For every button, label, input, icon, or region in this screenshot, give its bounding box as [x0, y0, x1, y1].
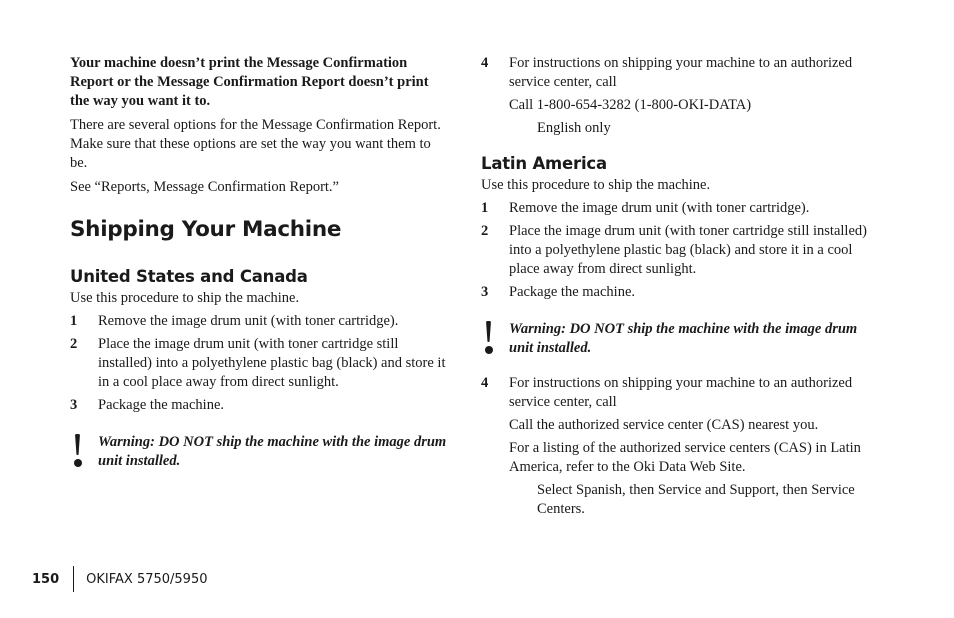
- step-number: 2: [70, 336, 78, 352]
- language-note: English only: [537, 120, 611, 136]
- step-text: Package the machine.: [98, 397, 225, 413]
- step-number: 4: [481, 375, 489, 391]
- see-also-text: See “Reports, Message Confirmation Report.”: [70, 179, 339, 195]
- section-intro: Use this procedure to ship the machine.: [481, 177, 711, 193]
- page-footer: [32, 566, 208, 592]
- step-number: 2: [481, 223, 489, 239]
- warning-callout: [70, 433, 450, 471]
- step-text: For instructions on shipping your machine to an authorized service center, call: [509, 375, 853, 410]
- step-item: [70, 335, 450, 392]
- left-column: [70, 54, 450, 471]
- section-heading-us-canada: United States and Canada: [70, 267, 308, 286]
- step-number: 3: [70, 397, 78, 413]
- step-item: [481, 199, 871, 218]
- step-item: [70, 396, 450, 415]
- footer-divider: [73, 566, 74, 592]
- step-number: 1: [481, 200, 489, 216]
- warning-text: Warning: DO NOT ship the machine with the image drum unit installed.: [509, 321, 858, 356]
- troubleshoot-paragraph: There are several options for the Message Confirmation Report. Make sure that these options are set the way you want them to be.: [70, 117, 441, 171]
- step-number: 1: [70, 313, 78, 329]
- page-title: Shipping Your Machine: [70, 217, 342, 242]
- step-text: For instructions on shipping your machine to an authorized service center, call: [509, 55, 853, 90]
- step-item: [70, 312, 450, 331]
- exclamation-icon: [70, 433, 98, 471]
- step-item: [481, 54, 871, 92]
- step-item: [481, 283, 871, 302]
- exclamation-icon: [481, 320, 509, 358]
- step-text: Place the image drum unit (with toner cartridge still installed) into a polyethylene plastic bag (black) and store it in a cool place away from direct sunlight.: [98, 336, 446, 390]
- select-instructions: Select Spanish, then Service and Support, then Service Centers.: [537, 482, 855, 517]
- section-heading-latin-america: Latin America: [481, 154, 607, 173]
- call-cas-text: Call the authorized service center (CAS) nearest you.: [509, 417, 819, 433]
- step-text: Place the image drum unit (with toner cartridge still installed) into a polyethylene plastic bag (black) and store it in a cool place away from direct sunlight.: [509, 223, 867, 277]
- step-text: Package the machine.: [509, 284, 636, 300]
- step-text: Remove the image drum unit (with toner cartridge).: [98, 313, 399, 329]
- warning-callout: [481, 320, 871, 358]
- phone-number-text: Call 1-800-654-3282 (1-800-OKI-DATA): [509, 97, 752, 113]
- page-number: 150: [32, 571, 60, 587]
- warning-text: Warning: DO NOT ship the machine with the image drum unit installed.: [98, 434, 447, 469]
- troubleshoot-heading: Your machine doesn’t print the Message Confirmation Report or the Message Confirmation Report doesn’t print the way you want it to.: [70, 55, 429, 109]
- right-column: [481, 54, 871, 519]
- step-number: 3: [481, 284, 489, 300]
- step-item: [481, 374, 871, 412]
- step-item: [481, 222, 871, 279]
- listing-text: For a listing of the authorized service centers (CAS) in Latin America, refer to the Oki Data Web Site.: [509, 440, 861, 475]
- step-number: 4: [481, 55, 489, 71]
- product-name: OKIFAX 5750/5950: [86, 571, 208, 587]
- step-text: Remove the image drum unit (with toner cartridge).: [509, 200, 810, 216]
- section-intro: Use this procedure to ship the machine.: [70, 290, 300, 306]
